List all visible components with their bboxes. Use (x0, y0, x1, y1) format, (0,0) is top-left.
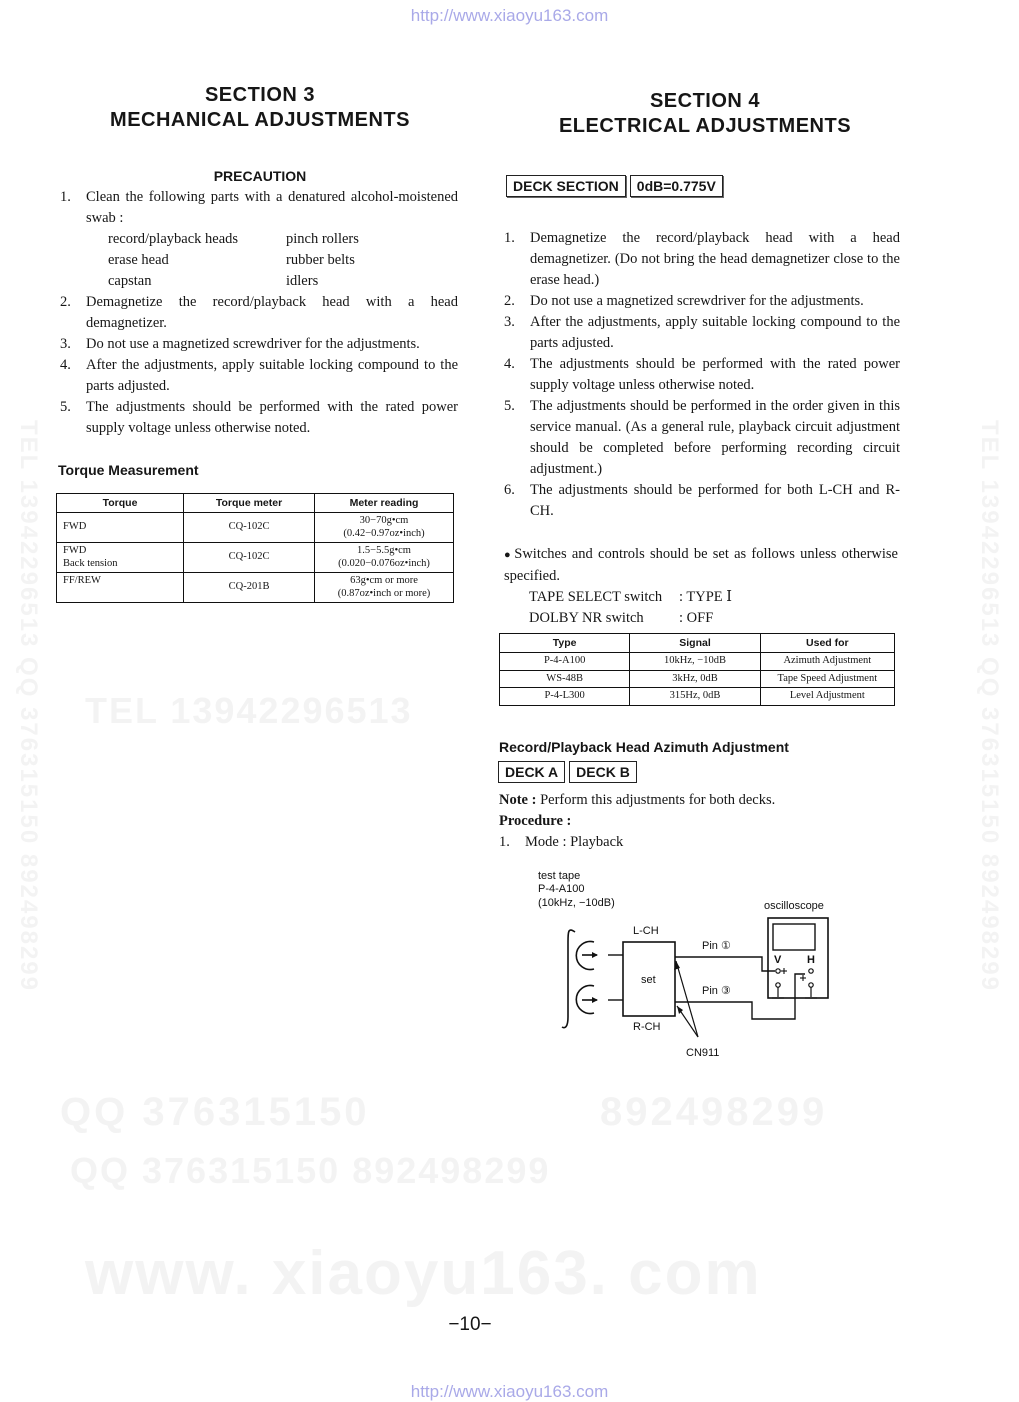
precaution-step (58, 187, 458, 229)
step-number: 2. (60, 294, 71, 310)
watermark-side-right: TEL 13942296513 QQ 376315150 892498299 (976, 420, 1003, 992)
cell-meter: CQ-102C (184, 543, 315, 573)
reading-metric: 30−70g•cm (359, 515, 409, 526)
part-item: rubber belts (286, 252, 355, 268)
precaution-step (58, 292, 458, 334)
col-header-used-for: Used for (760, 634, 894, 653)
table-row (500, 670, 895, 688)
torque-heading: Torque Measurement (58, 462, 199, 478)
step-text: The adjustments should be performed with the rated power supply voltage unless otherwise noted. (530, 356, 900, 393)
dolby-label: DOLBY NR switch (529, 610, 644, 626)
cell-type: P-4-L300 (500, 688, 630, 706)
torque-name: FWD (63, 545, 87, 556)
table-row (57, 573, 454, 603)
precaution-step (58, 355, 458, 397)
tape-select-setting (529, 587, 732, 608)
step-number: 6. (504, 482, 515, 498)
reading-imperial: (0.42−0.97oz•inch) (343, 527, 425, 539)
cell-signal: 315Hz, 0dB (630, 688, 760, 706)
note-text: Perform this adjustments for both decks. (540, 792, 776, 808)
step-number: 4. (504, 356, 515, 372)
playback-head-rch-icon (576, 986, 623, 1014)
cell-used-for: Tape Speed Adjustment (760, 670, 894, 688)
reading-imperial: (0.87oz•inch or more) (337, 587, 431, 599)
cell-signal: 3kHz, 0dB (630, 670, 760, 688)
step-text: Do not use a magnetized screwdriver for the adjustments. (530, 293, 864, 309)
diagram-tape-label-1: test tape (538, 870, 581, 882)
step-number: 1. (60, 189, 71, 205)
watermark-tel: TEL 13942296513 (85, 690, 413, 731)
step-number: 4. (60, 357, 71, 373)
deck-section-label: DECK SECTION (506, 175, 626, 197)
watermark-top-url: http://www.xiaoyu163.com (410, 6, 609, 25)
step-text: After the adjustments, apply suitable locking compound to the parts adjusted. (86, 357, 458, 394)
watermark-qq-left: QQ 376315150 (60, 1090, 370, 1134)
procedure-text: Mode : Playback (525, 834, 624, 850)
test-tape-table (499, 633, 895, 706)
switches-note (504, 544, 898, 587)
electrical-step (502, 312, 900, 354)
deck-b-label: DECK B (569, 761, 637, 783)
cell-used-for: Level Adjustment (760, 688, 894, 706)
part-item: capstan (108, 273, 152, 289)
part-item: idlers (286, 273, 319, 289)
wire-pin1 (675, 957, 775, 971)
deck-a-label: DECK A (498, 761, 565, 783)
deck-labels (498, 761, 641, 783)
rch-label: R-CH (633, 1021, 661, 1033)
dolby-setting (529, 608, 732, 629)
step-text: Do not use a magnetized screwdriver for the adjustments. (86, 336, 420, 352)
cell-reading (315, 543, 454, 573)
precaution-step (58, 334, 458, 355)
procedure-number: 1. (499, 834, 510, 850)
table-row (500, 688, 895, 706)
tape-bracket (562, 930, 575, 1028)
section3-title-line1: SECTION 3 (204, 84, 316, 106)
electrical-step (502, 228, 900, 291)
playback-head-lch-icon (576, 942, 623, 970)
cell-type: WS-48B (500, 670, 630, 688)
cn911-label: CN911 (686, 1047, 720, 1059)
electrical-step (502, 354, 900, 396)
cell-torque (57, 573, 184, 603)
watermark-bottom-url: http://www.xiaoyu163.com (410, 1382, 609, 1401)
cell-torque (57, 513, 184, 543)
col-header-signal: Signal (630, 634, 760, 653)
torque-table (56, 493, 454, 603)
watermark-side-left: TEL 13942296513 QQ 376315150 892498299 (15, 420, 42, 992)
step-text: The adjustments should be performed with the rated power supply voltage unless otherwise noted. (86, 399, 458, 436)
electrical-step (502, 396, 900, 480)
section4-title-line1: SECTION 4 (649, 90, 761, 112)
switches-note-text: Switches and controls should be set as follows unless otherwise specified. (504, 546, 898, 584)
cn911-arrow-1 (676, 961, 698, 1037)
part-item: record/playback heads (108, 231, 239, 247)
bullet-icon: ● (504, 549, 513, 561)
col-header-meter-reading: Meter reading (315, 494, 454, 513)
step-text: The adjustments should be performed in the order given in this service manual. (As a general rule, playback circuit adjustment should be completed before performing recording circuit adjustment.) (530, 398, 900, 477)
zero-db-label: 0dB=0.775V (630, 175, 723, 197)
precaution-step (58, 397, 458, 439)
deck-section-labels (506, 175, 727, 197)
step-text: After the adjustments, apply suitable locking compound to the parts adjusted. (530, 314, 900, 351)
electrical-step (502, 480, 900, 522)
procedure-step (499, 832, 775, 853)
dolby-value: : OFF (679, 610, 714, 626)
pin3-label: Pin ③ (702, 985, 731, 997)
v-input-label: V (774, 954, 782, 966)
part-item: erase head (108, 252, 169, 268)
precaution-heading: PRECAUTION (213, 168, 307, 184)
wire-pin3 (675, 974, 805, 1019)
step-number: 3. (504, 314, 515, 330)
h-input-label: H (807, 954, 815, 966)
cell-reading (315, 513, 454, 543)
tape-select-value: : TYPE Ⅰ (679, 589, 732, 605)
col-header-torque: Torque (57, 494, 184, 513)
watermark-site: www. xiaoyu163. com (85, 1239, 762, 1308)
tape-select-label: TAPE SELECT switch (529, 589, 663, 605)
procedure-label: Procedure : (499, 813, 572, 829)
reading-metric: 1.5−5.5g•cm (357, 545, 411, 556)
step-number: 1. (504, 230, 515, 246)
electrical-step (502, 291, 900, 312)
lch-label: L-CH (633, 925, 659, 937)
diagram-oscilloscope-label: oscilloscope (764, 900, 824, 912)
torque-name: FWD (63, 521, 87, 533)
diagram-tape-label-2: P-4-A100 (538, 883, 585, 895)
cell-reading (315, 573, 454, 603)
note-line (499, 790, 775, 811)
precaution-list (58, 187, 458, 439)
section3-title-line2: MECHANICAL ADJUSTMENTS (110, 109, 410, 131)
cell-torque (57, 543, 184, 573)
cell-meter: CQ-201B (184, 573, 315, 603)
torque-name: FF/REW (63, 575, 101, 586)
col-header-type: Type (500, 634, 630, 653)
table-row (57, 543, 454, 573)
electrical-steps (502, 228, 900, 522)
part-item: pinch rollers (286, 231, 359, 247)
table-header-row (500, 634, 895, 653)
watermark-qq-mid: QQ 376315150 892498299 (70, 1150, 551, 1191)
set-label: set (641, 974, 656, 986)
table-row (57, 513, 454, 543)
step-number: 2. (504, 293, 515, 309)
switch-settings (529, 587, 732, 629)
pin1-label: Pin ① (702, 940, 731, 952)
step-text: Demagnetize the record/playback head with a head demagnetizer. (86, 294, 458, 331)
step-number: 3. (60, 336, 71, 352)
reading-imperial: (0.020−0.076oz•inch) (338, 557, 430, 569)
section3-title (70, 83, 450, 133)
diagram-tape-label-3: (10kHz, −10dB) (538, 897, 615, 909)
azimuth-note (499, 790, 775, 853)
reading-metric: 63g•cm or more (350, 575, 418, 586)
cell-signal: 10kHz, −10dB (630, 653, 760, 671)
azimuth-connection-diagram (530, 862, 850, 1072)
parts-to-clean (108, 229, 458, 292)
col-header-torque-meter: Torque meter (184, 494, 315, 513)
torque-subname: Back tension (63, 557, 118, 569)
watermark-qq-right: 892498299 (600, 1090, 828, 1134)
note-label: Note : (499, 792, 537, 808)
step-text: The adjustments should be performed for both L-CH and R-CH. (530, 482, 900, 519)
page-number: −10− (448, 1314, 492, 1335)
table-header-row (57, 494, 454, 513)
section4-title (520, 89, 890, 139)
section4-title-line2: ELECTRICAL ADJUSTMENTS (558, 115, 852, 137)
cell-type: P-4-A100 (500, 653, 630, 671)
step-text: Clean the following parts with a denatured alcohol-moistened swab : (86, 189, 458, 226)
cell-used-for: Azimuth Adjustment (760, 653, 894, 671)
step-number: 5. (504, 398, 515, 414)
azimuth-heading: Record/Playback Head Azimuth Adjustment (499, 739, 789, 755)
table-row (500, 653, 895, 671)
step-text: Demagnetize the record/playback head with a head demagnetizer. (Do not bring the head demagnetizer close to the erase head.) (530, 230, 900, 288)
step-number: 5. (60, 399, 71, 415)
cell-meter: CQ-102C (184, 513, 315, 543)
